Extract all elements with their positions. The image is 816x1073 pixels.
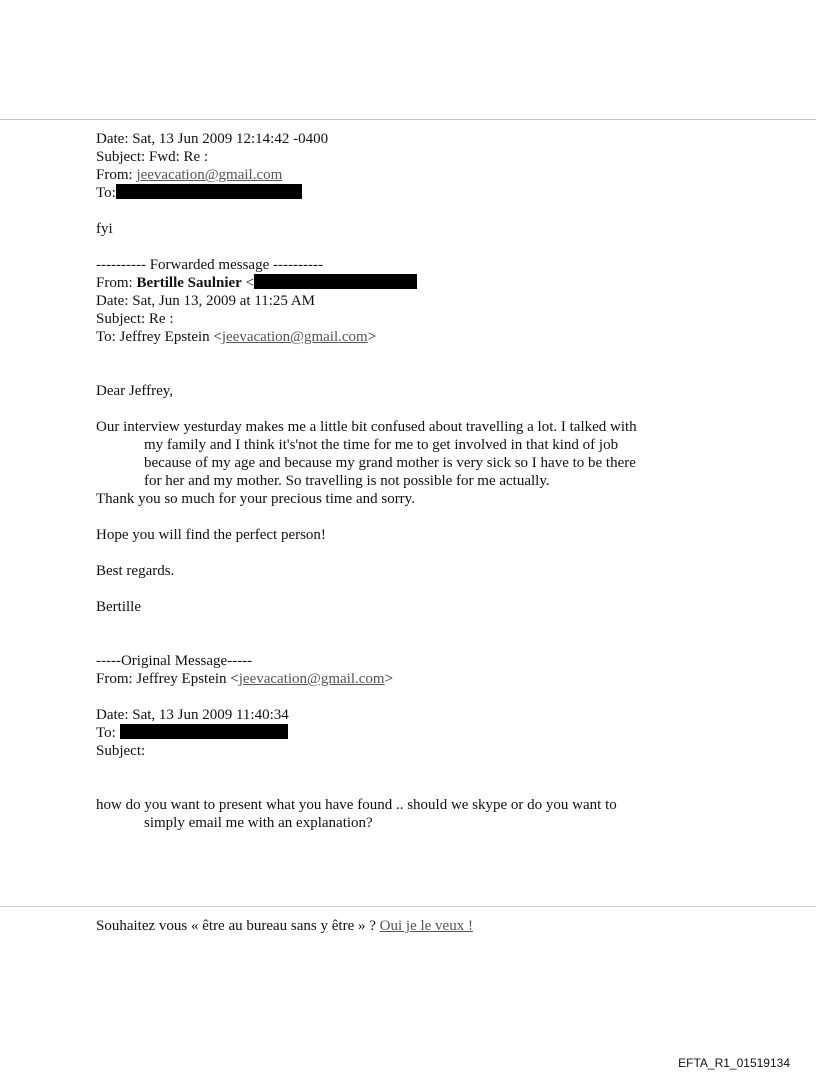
original-body-cont: simply email me with an explanation? xyxy=(144,815,373,831)
bates-number: EFTA_R1_01519134 xyxy=(678,1056,790,1070)
redaction-box xyxy=(116,184,302,199)
forwarded-marker: ---------- Forwarded message ---------- xyxy=(96,257,323,273)
original-to: To: xyxy=(96,724,716,742)
from-email-link[interactable]: jeevacation@gmail.com xyxy=(136,167,283,183)
redaction-box xyxy=(120,724,288,739)
reply-paragraph: Our interview yesturday makes me a little bit confused about travelling a lot. I talked with my family and I think it's'not the time for me to get involved in that kind of job because of my age and because my grand mother is very sick so I have to be there for her and my mother. So travelling is not possible for me actually. xyxy=(96,419,637,489)
forwarded-date: Date: Sat, Jun 13, 2009 at 11:25 AM xyxy=(96,293,316,309)
footer-link[interactable]: Oui je le veux ! xyxy=(379,918,473,934)
header-subject: Subject: Fwd: Re : xyxy=(96,149,209,165)
header-date: Date: Sat, 13 Jun 2009 12:14:42 -0400 xyxy=(96,131,329,147)
signature: Bertille xyxy=(96,599,141,615)
original-marker: -----Original Message----- xyxy=(96,653,253,669)
top-divider xyxy=(0,119,816,120)
original-from: From: Jeffrey Epstein <jeevacation@gmail.com> xyxy=(96,671,394,687)
header-from: From: jeevacation@gmail.com xyxy=(96,167,283,183)
closing-line: Best regards. xyxy=(96,563,175,579)
greeting: Dear Jeffrey, xyxy=(96,383,174,399)
header-to: To: xyxy=(96,184,716,202)
original-email-link[interactable]: jeevacation@gmail.com xyxy=(238,671,385,687)
to-email-link[interactable]: jeevacation@gmail.com xyxy=(221,329,368,345)
forwarded-subject: Subject: Re : xyxy=(96,311,174,327)
forwarded-to: To: Jeffrey Epstein <jeevacation@gmail.com> xyxy=(96,329,377,345)
bottom-divider xyxy=(0,906,816,907)
sender-name: Bertille Saulnier xyxy=(136,275,242,291)
email-body xyxy=(96,130,716,832)
thanks-line: Thank you so much for your precious time and sorry. xyxy=(96,491,415,507)
intro-text: fyi xyxy=(96,221,113,237)
original-date: Date: Sat, 13 Jun 2009 11:40:34 xyxy=(96,707,289,723)
forwarded-from: From: Bertille Saulnier < xyxy=(96,274,716,292)
original-subject: Subject: xyxy=(96,743,146,759)
hope-line: Hope you will find the perfect person! xyxy=(96,527,326,543)
footer-promo: Souhaitez vous « être au bureau sans y être » ? Oui je le veux ! xyxy=(96,918,473,934)
original-body: how do you want to present what you have found .. should we skype or do you want to xyxy=(96,797,617,813)
redaction-box xyxy=(254,274,417,289)
